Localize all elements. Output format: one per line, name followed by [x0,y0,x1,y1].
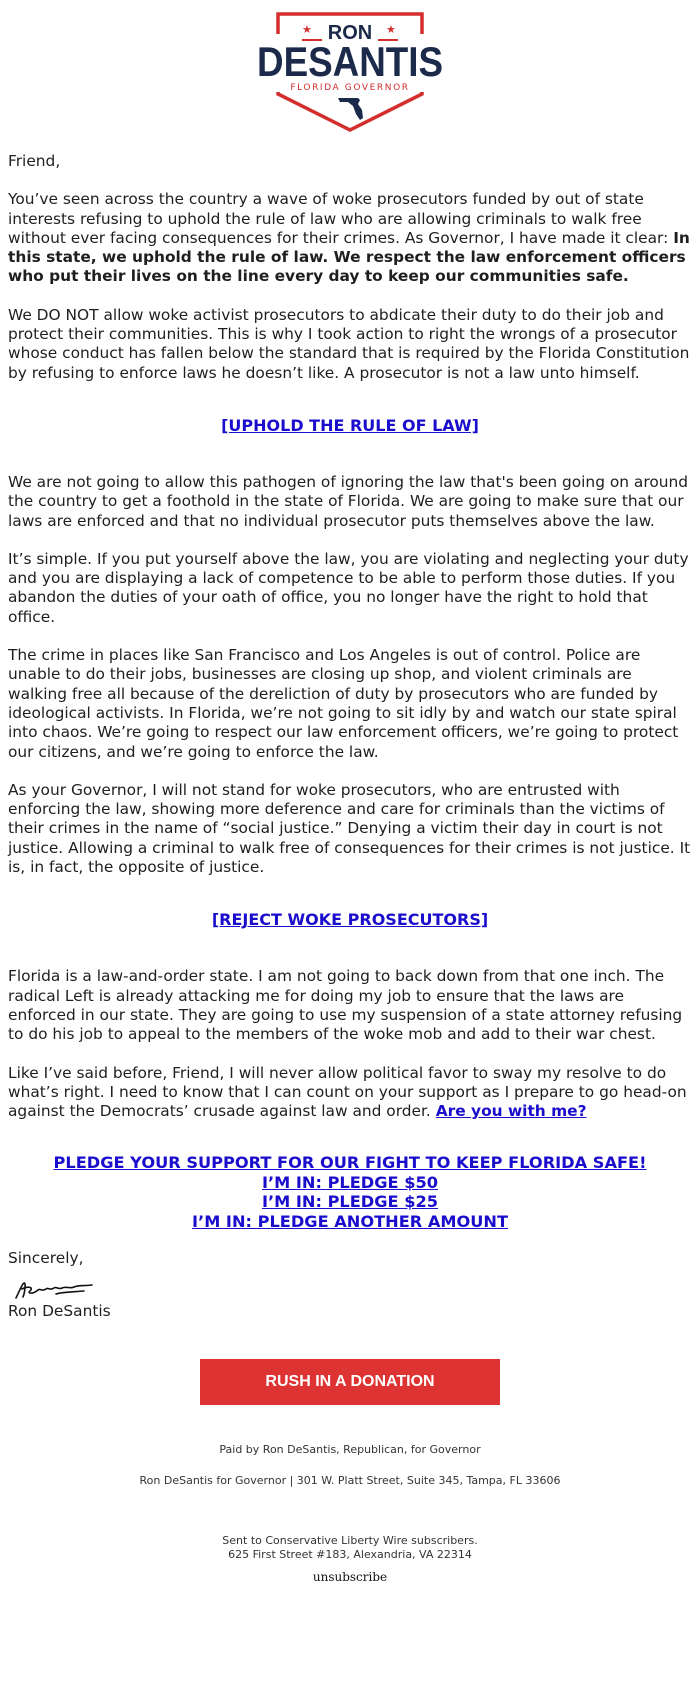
footer-paid-by: Paid by Ron DeSantis, Republican, for Governor [219,1442,481,1456]
paragraph-4: It’s simple. If you put yourself above the law, you are violating and neglecting your duty and you are displaying a lack of competence to be able to perform those duties. If you abandon the duties of your oath of office, you no longer have the right to hold that office. [8,549,689,626]
unsubscribe-link[interactable]: unsubscribe [312,1569,388,1584]
paragraph-3: We are not going to allow this pathogen of ignoring the law that's been going on around the country to get a foothold in the state of Florida. We are going to make sure that our laws are enforced and that no individual prosecutor puts themselves above the law. [8,472,689,530]
florida-state-icon [338,98,363,120]
paragraph-2: We DO NOT allow woke activist prosecutors to abdicate their duty to do their job and protect their communities. This is why I took action to right the wrongs of a prosecutor whose conduct has fallen below the standard that is required by the Florida Constitution by refusing to enforce laws he doesn’t like. A prosecutor is not a law unto himself. [8,305,690,382]
pledge-support-link[interactable]: PLEDGE YOUR SUPPORT FOR OUR FIGHT TO KEEP FLORIDA SAFE! [53,1153,647,1173]
handwritten-signature [12,1280,692,1302]
campaign-logo [250,6,450,136]
paragraph-5: The crime in places like San Francisco and Los Angeles is out of control. Police are unable to do their jobs, businesses are closing up shop, and violent criminals are walking free all because of the dereliction of duty by prosecutors who are funded by ideological activists. In Florida, we’re not going to sit idly by and watch our state spiral into chaos. We’re going to respect our law enforcement officers, we’re going to protect our citizens, and we’re going to enforce the law. [8,646,679,761]
donate-button-wrapper [8,1359,692,1405]
paragraph-1 [8,190,692,286]
paragraph-6: As your Governor, I will not stand for woke prosecutors, who are entrusted with enforcing the law, showing more deference and care for criminals than the victims of their crimes in the name of “social justice.” Denying a victim their day in court is not justice. Allowing a criminal to walk free of consequences for their crimes is not justice. It is, in fact, the opposite of justice. [8,780,691,877]
cta-uphold-wrapper [8,416,692,435]
pledge-other-amount-link[interactable]: I’M IN: PLEDGE ANOTHER AMOUNT [192,1211,508,1231]
svg-text:★: ★ [386,23,396,36]
reject-woke-prosecutors-link[interactable]: [REJECT WOKE PROSECUTORS] [211,910,489,930]
footer-sent-to: Sent to Conservative Liberty Wire subscribers. [222,1533,478,1547]
uphold-rule-of-law-link[interactable]: [UPHOLD THE RULE OF LAW] [221,415,479,435]
rush-donation-button[interactable]: RUSH IN A DONATION [200,1359,500,1405]
signer-name: Ron DeSantis [8,1302,111,1321]
pledge-links [8,1153,692,1231]
pledge-50-link[interactable]: I’M IN: PLEDGE $50 [261,1172,439,1192]
pledge-25-link[interactable]: I’M IN: PLEDGE $25 [261,1192,439,1212]
logo-text-ron: RON [327,22,373,44]
paragraph-1-text: You’ve seen across the country a wave of woke prosecutors funded by out of state interests refusing to uphold the rule of law who are allowing criminals to walk free without ever facing consequences for their crimes. As Governor, I have made it clear: [8,190,674,247]
unsubscribe-wrapper [8,1570,692,1584]
are-you-with-me-link[interactable]: Are you with me? [435,1102,587,1121]
greeting: Friend, [8,152,61,170]
email-body [8,0,692,1584]
logo-badge [250,6,450,136]
cta-reject-wrapper [8,910,692,929]
footer-sender-address: 625 First Street #183, Alexandria, VA 22314 [228,1547,472,1561]
logo-text-subtitle: FLORIDA GOVERNOR [290,83,410,93]
logo-text-desantis: DESANTIS [257,38,443,85]
svg-text:★: ★ [302,23,312,36]
paragraph-8-text: Like I’ve said before, Friend, I will never allow political favor to sway my resolve to do what’s right. I need to know that I can count on your support as I prepare to go head-on against the Democrats’ crusade against law and order. [8,1063,687,1121]
closing: Sincerely, [8,1249,84,1268]
footer-campaign-address: Ron DeSantis for Governor | 301 W. Platt Street, Suite 345, Tampa, FL 33606 [139,1473,561,1487]
paragraph-8 [8,1064,692,1122]
paragraph-7: Florida is a law-and-order state. I am not going to back down from that one inch. The radical Left is already attacking me for doing my job to ensure that the laws are enforced in our state. They are going to use my suspension of a state attorney refusing to do his job to appeal to the members of the woke mob and add to their war chest. [8,967,683,1044]
paragraph-1-bold: In this state, we uphold the rule of law. We respect the law enforcement officers who put their lives on the line every day to keep our communities safe. [8,228,690,286]
